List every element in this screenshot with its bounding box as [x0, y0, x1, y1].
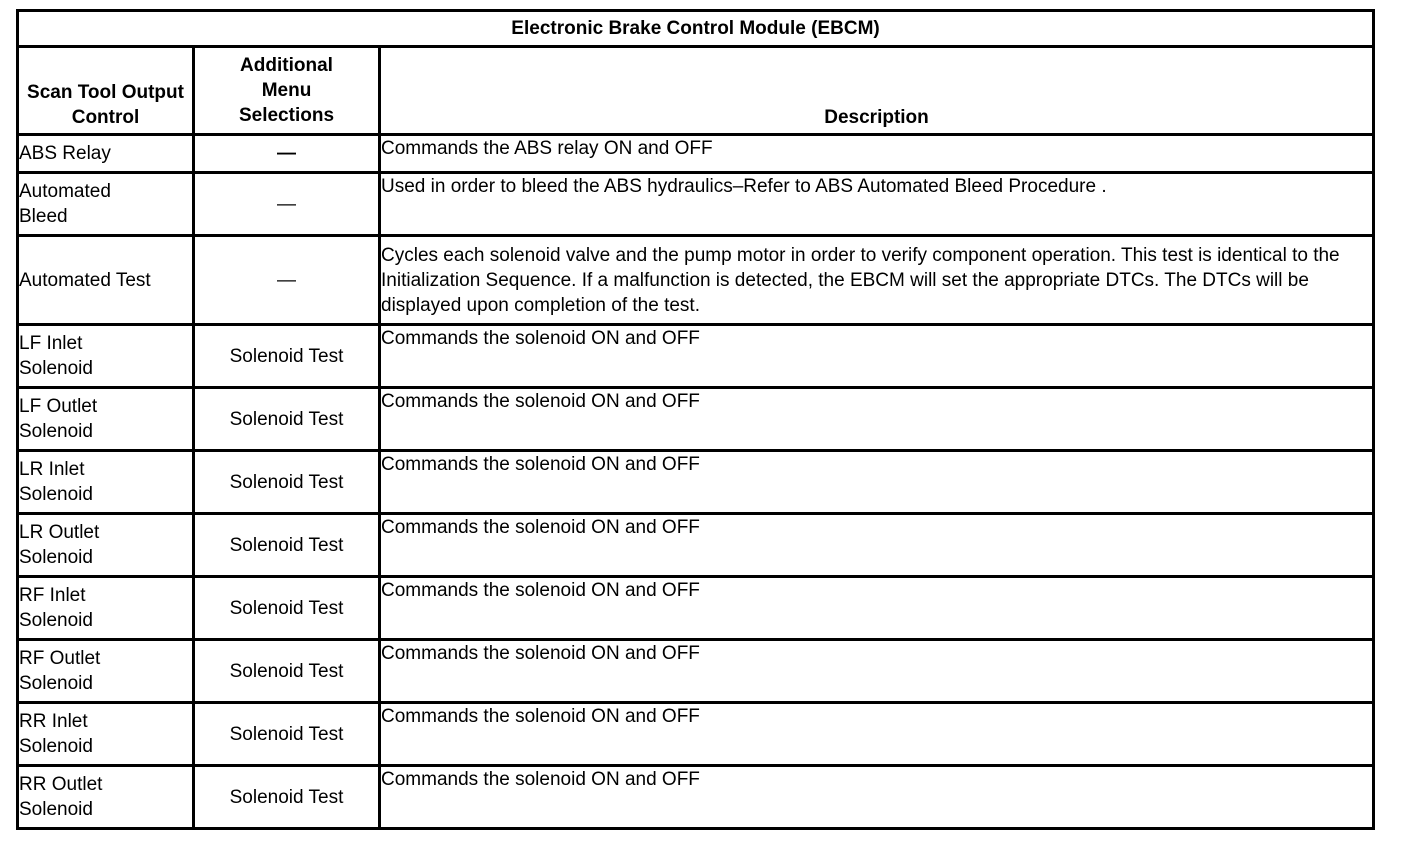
- menu-selection-cell: Solenoid Test: [194, 640, 380, 703]
- description-cell: Commands the solenoid ON and OFF: [380, 325, 1374, 388]
- menu-selection-cell: Solenoid Test: [194, 388, 380, 451]
- menu-selection-cell: Solenoid Test: [194, 766, 380, 829]
- table-row: [18, 640, 1374, 703]
- output-control-cell: RF Inlet Solenoid: [18, 577, 194, 640]
- table-row: [18, 577, 1374, 640]
- description-cell: Cycles each solenoid valve and the pump motor in order to verify component operation. This test is identical to the Initialization Sequence. If a malfunction is detected, the EBCM will set the appropriate DTCs. The DTCs will be displayed upon completion of the test.: [380, 236, 1374, 325]
- menu-selection-cell: Solenoid Test: [194, 325, 380, 388]
- output-control-cell: Automated Test: [18, 236, 194, 325]
- description-cell: Used in order to bleed the ABS hydraulics–Refer to ABS Automated Bleed Procedure .: [380, 173, 1374, 236]
- table-row: [18, 451, 1374, 514]
- output-control-cell: LF Outlet Solenoid: [18, 388, 194, 451]
- description-cell: Commands the ABS relay ON and OFF: [380, 135, 1374, 173]
- menu-selection-cell: —: [194, 236, 380, 325]
- description-cell: Commands the solenoid ON and OFF: [380, 703, 1374, 766]
- table-row: [18, 325, 1374, 388]
- output-control-cell: RF Outlet Solenoid: [18, 640, 194, 703]
- table-row: [18, 766, 1374, 829]
- menu-selection-cell: —: [194, 173, 380, 236]
- table-row: [18, 703, 1374, 766]
- menu-selection-cell: Solenoid Test: [194, 703, 380, 766]
- output-control-cell: Automated Bleed: [18, 173, 194, 236]
- header-output-control: Scan Tool Output Control: [18, 47, 194, 135]
- output-control-cell: RR Inlet Solenoid: [18, 703, 194, 766]
- table-row: [18, 236, 1374, 325]
- menu-selection-cell: Solenoid Test: [194, 577, 380, 640]
- ebcm-output-control-table: [16, 9, 1375, 830]
- output-control-cell: ABS Relay: [18, 135, 194, 173]
- description-cell: Commands the solenoid ON and OFF: [380, 640, 1374, 703]
- table-row: [18, 135, 1374, 173]
- table-title: Electronic Brake Control Module (EBCM): [18, 11, 1374, 47]
- output-control-cell: LF Inlet Solenoid: [18, 325, 194, 388]
- output-control-cell: LR Outlet Solenoid: [18, 514, 194, 577]
- menu-selection-cell: Solenoid Test: [194, 514, 380, 577]
- menu-selection-cell: Solenoid Test: [194, 451, 380, 514]
- header-description: Description: [380, 47, 1374, 135]
- description-cell: Commands the solenoid ON and OFF: [380, 514, 1374, 577]
- description-cell: Commands the solenoid ON and OFF: [380, 451, 1374, 514]
- description-cell: Commands the solenoid ON and OFF: [380, 388, 1374, 451]
- description-cell: Commands the solenoid ON and OFF: [380, 577, 1374, 640]
- output-control-cell: LR Inlet Solenoid: [18, 451, 194, 514]
- description-cell: Commands the solenoid ON and OFF: [380, 766, 1374, 829]
- table-row: [18, 173, 1374, 236]
- table-row: [18, 388, 1374, 451]
- table-row: [18, 514, 1374, 577]
- header-menu-selections: Additional Menu Selections: [194, 47, 380, 135]
- menu-selection-cell: —: [194, 135, 380, 173]
- output-control-cell: RR Outlet Solenoid: [18, 766, 194, 829]
